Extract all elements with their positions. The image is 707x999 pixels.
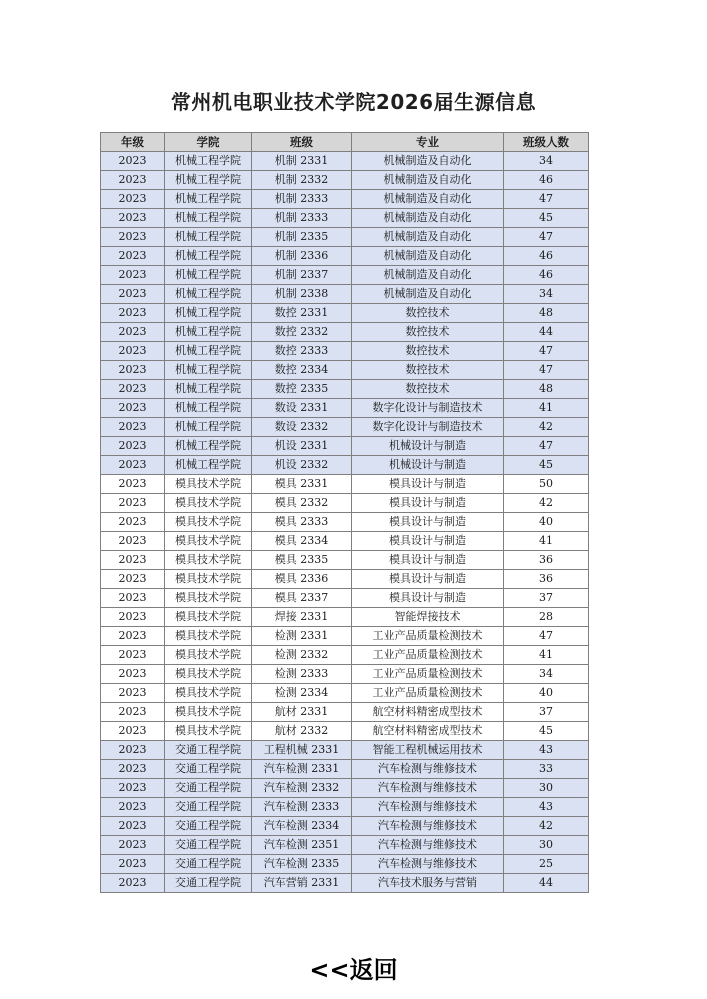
cell-college: 交通工程学院 [165, 760, 252, 779]
cell-major: 模具设计与制造 [352, 570, 504, 589]
cell-class-size: 48 [504, 304, 589, 323]
cell-grade: 2023 [101, 266, 165, 285]
cell-class-size: 47 [504, 361, 589, 380]
column-header-class: 班级 [252, 133, 352, 152]
cell-major: 机械制造及自动化 [352, 285, 504, 304]
cell-class: 数控 2333 [252, 342, 352, 361]
cell-major: 汽车检测与维修技术 [352, 798, 504, 817]
table-row [101, 722, 589, 741]
cell-class: 检测 2333 [252, 665, 352, 684]
table-row [101, 665, 589, 684]
cell-class-size: 46 [504, 247, 589, 266]
cell-major: 汽车技术服务与营销 [352, 874, 504, 893]
table-row [101, 152, 589, 171]
cell-class: 机制 2337 [252, 266, 352, 285]
cell-major: 机械设计与制造 [352, 437, 504, 456]
table-row [101, 836, 589, 855]
cell-class-size: 34 [504, 152, 589, 171]
cell-grade: 2023 [101, 304, 165, 323]
cell-major: 机械制造及自动化 [352, 152, 504, 171]
table-row [101, 532, 589, 551]
cell-class: 机制 2335 [252, 228, 352, 247]
cell-college: 交通工程学院 [165, 817, 252, 836]
table-row [101, 684, 589, 703]
cell-grade: 2023 [101, 627, 165, 646]
cell-grade: 2023 [101, 152, 165, 171]
cell-class-size: 47 [504, 190, 589, 209]
table-row [101, 760, 589, 779]
cell-grade: 2023 [101, 285, 165, 304]
cell-major: 工业产品质量检测技术 [352, 627, 504, 646]
cell-class-size: 41 [504, 646, 589, 665]
cell-major: 汽车检测与维修技术 [352, 760, 504, 779]
cell-class: 数设 2331 [252, 399, 352, 418]
cell-class: 数控 2331 [252, 304, 352, 323]
cell-grade: 2023 [101, 475, 165, 494]
cell-college: 模具技术学院 [165, 665, 252, 684]
cell-major: 机械制造及自动化 [352, 228, 504, 247]
cell-class: 数控 2334 [252, 361, 352, 380]
table-row [101, 228, 589, 247]
cell-grade: 2023 [101, 513, 165, 532]
cell-class: 模具 2333 [252, 513, 352, 532]
cell-class-size: 45 [504, 722, 589, 741]
cell-college: 模具技术学院 [165, 627, 252, 646]
cell-major: 智能焊接技术 [352, 608, 504, 627]
cell-class-size: 47 [504, 342, 589, 361]
cell-class: 模具 2337 [252, 589, 352, 608]
cell-class-size: 42 [504, 418, 589, 437]
cell-grade: 2023 [101, 361, 165, 380]
table-row [101, 589, 589, 608]
cell-grade: 2023 [101, 817, 165, 836]
cell-class: 汽车检测 2351 [252, 836, 352, 855]
cell-college: 模具技术学院 [165, 589, 252, 608]
table-row [101, 855, 589, 874]
column-header-class-size: 班级人数 [504, 133, 589, 152]
cell-class-size: 44 [504, 323, 589, 342]
cell-class-size: 30 [504, 779, 589, 798]
cell-major: 数控技术 [352, 342, 504, 361]
table-row [101, 380, 589, 399]
cell-college: 机械工程学院 [165, 247, 252, 266]
cell-grade: 2023 [101, 798, 165, 817]
cell-class: 汽车检测 2333 [252, 798, 352, 817]
cell-class-size: 42 [504, 494, 589, 513]
cell-class: 数设 2332 [252, 418, 352, 437]
cell-college: 机械工程学院 [165, 399, 252, 418]
cell-grade: 2023 [101, 532, 165, 551]
table-row [101, 608, 589, 627]
table-row [101, 304, 589, 323]
cell-class: 数控 2335 [252, 380, 352, 399]
cell-grade: 2023 [101, 247, 165, 266]
cell-grade: 2023 [101, 228, 165, 247]
cell-college: 机械工程学院 [165, 361, 252, 380]
cell-class: 机制 2333 [252, 209, 352, 228]
cell-college: 机械工程学院 [165, 285, 252, 304]
cell-class: 模具 2332 [252, 494, 352, 513]
table-row [101, 874, 589, 893]
table-row [101, 190, 589, 209]
table-body [101, 152, 589, 893]
table-row [101, 171, 589, 190]
cell-class: 机制 2336 [252, 247, 352, 266]
cell-major: 数控技术 [352, 323, 504, 342]
student-source-table [100, 132, 589, 893]
cell-class: 汽车检测 2331 [252, 760, 352, 779]
cell-class: 机设 2331 [252, 437, 352, 456]
cell-class: 机设 2332 [252, 456, 352, 475]
cell-class-size: 43 [504, 798, 589, 817]
cell-major: 航空材料精密成型技术 [352, 722, 504, 741]
cell-class: 航材 2331 [252, 703, 352, 722]
cell-college: 模具技术学院 [165, 722, 252, 741]
cell-class: 机制 2332 [252, 171, 352, 190]
cell-grade: 2023 [101, 570, 165, 589]
cell-major: 机械制造及自动化 [352, 209, 504, 228]
cell-class-size: 34 [504, 665, 589, 684]
table-row [101, 646, 589, 665]
cell-major: 机械制造及自动化 [352, 266, 504, 285]
table-row [101, 475, 589, 494]
table-row [101, 741, 589, 760]
cell-grade: 2023 [101, 342, 165, 361]
table-row [101, 323, 589, 342]
cell-grade: 2023 [101, 665, 165, 684]
cell-class-size: 34 [504, 285, 589, 304]
table-row [101, 817, 589, 836]
cell-class-size: 47 [504, 437, 589, 456]
cell-college: 交通工程学院 [165, 874, 252, 893]
table-row [101, 209, 589, 228]
cell-grade: 2023 [101, 209, 165, 228]
cell-class-size: 36 [504, 551, 589, 570]
cell-college: 模具技术学院 [165, 570, 252, 589]
column-header-major: 专业 [352, 133, 504, 152]
table-row [101, 627, 589, 646]
table-row [101, 494, 589, 513]
cell-grade: 2023 [101, 380, 165, 399]
cell-class-size: 37 [504, 589, 589, 608]
cell-class-size: 30 [504, 836, 589, 855]
cell-class-size: 47 [504, 627, 589, 646]
cell-college: 模具技术学院 [165, 475, 252, 494]
cell-grade: 2023 [101, 190, 165, 209]
cell-class: 汽车检测 2335 [252, 855, 352, 874]
cell-class: 汽车检测 2332 [252, 779, 352, 798]
table-row [101, 418, 589, 437]
cell-grade: 2023 [101, 703, 165, 722]
cell-college: 交通工程学院 [165, 741, 252, 760]
cell-college: 机械工程学院 [165, 171, 252, 190]
cell-college: 模具技术学院 [165, 513, 252, 532]
cell-grade: 2023 [101, 437, 165, 456]
table-row [101, 437, 589, 456]
cell-college: 机械工程学院 [165, 437, 252, 456]
cell-grade: 2023 [101, 456, 165, 475]
cell-grade: 2023 [101, 836, 165, 855]
cell-major: 汽车检测与维修技术 [352, 855, 504, 874]
cell-college: 机械工程学院 [165, 380, 252, 399]
cell-college: 机械工程学院 [165, 418, 252, 437]
cell-college: 机械工程学院 [165, 228, 252, 247]
table-row [101, 513, 589, 532]
table-row [101, 456, 589, 475]
cell-grade: 2023 [101, 760, 165, 779]
cell-grade: 2023 [101, 323, 165, 342]
cell-class: 机制 2331 [252, 152, 352, 171]
cell-class: 机制 2338 [252, 285, 352, 304]
cell-class-size: 48 [504, 380, 589, 399]
cell-grade: 2023 [101, 608, 165, 627]
cell-class: 检测 2331 [252, 627, 352, 646]
cell-major: 模具设计与制造 [352, 551, 504, 570]
cell-class: 模具 2335 [252, 551, 352, 570]
cell-college: 机械工程学院 [165, 342, 252, 361]
cell-college: 模具技术学院 [165, 646, 252, 665]
cell-major: 模具设计与制造 [352, 494, 504, 513]
page-title: 常州机电职业技术学院2026届生源信息 [170, 90, 537, 114]
cell-college: 模具技术学院 [165, 684, 252, 703]
cell-grade: 2023 [101, 551, 165, 570]
cell-class-size: 36 [504, 570, 589, 589]
cell-major: 机械制造及自动化 [352, 171, 504, 190]
cell-grade: 2023 [101, 874, 165, 893]
cell-class-size: 44 [504, 874, 589, 893]
cell-class-size: 41 [504, 399, 589, 418]
cell-major: 数字化设计与制造技术 [352, 418, 504, 437]
cell-major: 工业产品质量检测技术 [352, 665, 504, 684]
table-row [101, 285, 589, 304]
cell-grade: 2023 [101, 494, 165, 513]
cell-major: 模具设计与制造 [352, 475, 504, 494]
cell-major: 汽车检测与维修技术 [352, 817, 504, 836]
cell-grade: 2023 [101, 722, 165, 741]
cell-class-size: 25 [504, 855, 589, 874]
cell-major: 数字化设计与制造技术 [352, 399, 504, 418]
cell-college: 机械工程学院 [165, 456, 252, 475]
table-row [101, 798, 589, 817]
cell-class: 检测 2332 [252, 646, 352, 665]
cell-class-size: 46 [504, 171, 589, 190]
cell-college: 模具技术学院 [165, 551, 252, 570]
cell-grade: 2023 [101, 171, 165, 190]
cell-college: 交通工程学院 [165, 855, 252, 874]
cell-college: 机械工程学院 [165, 266, 252, 285]
cell-college: 机械工程学院 [165, 190, 252, 209]
cell-grade: 2023 [101, 418, 165, 437]
table-header-row [101, 133, 589, 152]
cell-class: 机制 2333 [252, 190, 352, 209]
table-row [101, 551, 589, 570]
cell-major: 智能工程机械运用技术 [352, 741, 504, 760]
cell-class: 工程机械 2331 [252, 741, 352, 760]
cell-class: 模具 2334 [252, 532, 352, 551]
cell-college: 模具技术学院 [165, 608, 252, 627]
table-row [101, 247, 589, 266]
cell-class: 检测 2334 [252, 684, 352, 703]
cell-grade: 2023 [101, 684, 165, 703]
column-header-grade: 年级 [101, 133, 165, 152]
cell-college: 交通工程学院 [165, 798, 252, 817]
column-header-college: 学院 [165, 133, 252, 152]
cell-college: 交通工程学院 [165, 836, 252, 855]
cell-class: 焊接 2331 [252, 608, 352, 627]
cell-college: 机械工程学院 [165, 209, 252, 228]
cell-class-size: 45 [504, 209, 589, 228]
cell-major: 数控技术 [352, 304, 504, 323]
cell-class-size: 37 [504, 703, 589, 722]
table-row [101, 266, 589, 285]
table-row [101, 361, 589, 380]
cell-class-size: 41 [504, 532, 589, 551]
table-row [101, 342, 589, 361]
cell-college: 模具技术学院 [165, 494, 252, 513]
cell-college: 机械工程学院 [165, 304, 252, 323]
cell-major: 工业产品质量检测技术 [352, 684, 504, 703]
cell-class-size: 28 [504, 608, 589, 627]
table-row [101, 703, 589, 722]
cell-major: 数控技术 [352, 361, 504, 380]
cell-major: 机械设计与制造 [352, 456, 504, 475]
cell-class-size: 46 [504, 266, 589, 285]
cell-college: 模具技术学院 [165, 703, 252, 722]
cell-class-size: 33 [504, 760, 589, 779]
cell-grade: 2023 [101, 741, 165, 760]
cell-college: 交通工程学院 [165, 779, 252, 798]
cell-class-size: 40 [504, 513, 589, 532]
cell-major: 模具设计与制造 [352, 532, 504, 551]
cell-major: 机械制造及自动化 [352, 190, 504, 209]
table-row [101, 779, 589, 798]
cell-class: 汽车营销 2331 [252, 874, 352, 893]
cell-class: 模具 2336 [252, 570, 352, 589]
cell-major: 模具设计与制造 [352, 589, 504, 608]
cell-grade: 2023 [101, 589, 165, 608]
cell-class-size: 43 [504, 741, 589, 760]
cell-class: 数控 2332 [252, 323, 352, 342]
cell-class: 汽车检测 2334 [252, 817, 352, 836]
cell-major: 工业产品质量检测技术 [352, 646, 504, 665]
cell-major: 航空材料精密成型技术 [352, 703, 504, 722]
cell-major: 汽车检测与维修技术 [352, 779, 504, 798]
cell-class-size: 40 [504, 684, 589, 703]
cell-class-size: 50 [504, 475, 589, 494]
cell-class: 模具 2331 [252, 475, 352, 494]
cell-class-size: 45 [504, 456, 589, 475]
cell-grade: 2023 [101, 779, 165, 798]
table-row [101, 399, 589, 418]
cell-major: 汽车检测与维修技术 [352, 836, 504, 855]
cell-college: 模具技术学院 [165, 532, 252, 551]
cell-grade: 2023 [101, 399, 165, 418]
cell-class: 航材 2332 [252, 722, 352, 741]
back-link[interactable]: <<返回 [309, 956, 398, 984]
cell-major: 机械制造及自动化 [352, 247, 504, 266]
cell-major: 数控技术 [352, 380, 504, 399]
cell-class-size: 42 [504, 817, 589, 836]
cell-grade: 2023 [101, 855, 165, 874]
table-row [101, 570, 589, 589]
cell-class-size: 47 [504, 228, 589, 247]
cell-major: 模具设计与制造 [352, 513, 504, 532]
cell-college: 机械工程学院 [165, 323, 252, 342]
cell-grade: 2023 [101, 646, 165, 665]
cell-college: 机械工程学院 [165, 152, 252, 171]
